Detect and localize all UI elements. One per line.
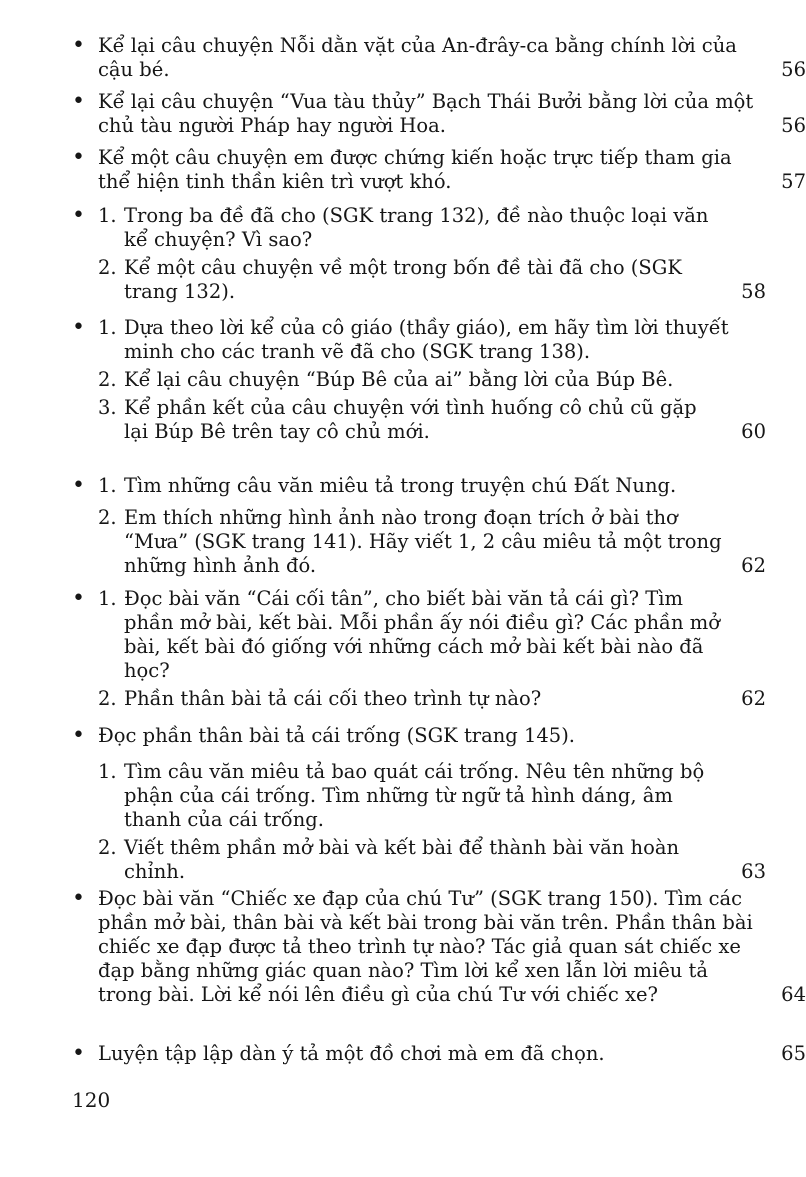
toc-entry (72, 316, 766, 444)
toc-entry (72, 724, 766, 884)
subitem-number: 1. (98, 316, 117, 339)
toc-entry (72, 474, 766, 578)
toc-subitem (98, 204, 766, 252)
subitem-text: Kể lại câu chuyện “Búp Bê của ai” bằng lời của Búp Bê. (124, 368, 674, 391)
bullet-icon: • (72, 89, 85, 114)
entry-text: Đọc bài văn “Chiếc xe đạp của chú Tư” (SGK trang 150). Tìm các phần mở bài, thân bài và kết bài trong bài văn trên. Phần thân bài chiếc xe đạp được tả theo trình tự nào? Tác giả quan sát chiếc xe đạp bằng những giác quan nào? Tìm lời kể xen lẫn lời miêu tả trong bài. Lời kể nói lên điều gì của chú Tư với chiếc xe? (98, 887, 753, 1006)
subitem-number: 1. (98, 204, 117, 227)
toc-subitem (98, 587, 766, 683)
subitem-text: Tìm những câu văn miêu tả trong truyện chú Đất Nung. (124, 474, 677, 497)
bullet-icon: • (72, 145, 85, 170)
subitem-text: Trong ba đề đã cho (SGK trang 132), đề nào thuộc loại văn kể chuyện? Vì sao? (124, 204, 709, 251)
toc-subitem (98, 396, 766, 444)
subitem-text: Dựa theo lời kể của cô giáo (thầy giáo), em hãy tìm lời thuyết minh cho các tranh vẽ đã cho (SGK trang 138). (124, 316, 729, 363)
subitem-number: 2. (98, 506, 117, 529)
entry-text: Kể một câu chuyện em được chứng kiến hoặc trực tiếp tham gia thể hiện tinh thần kiên trì vượt khó. (98, 146, 732, 193)
entry-page-number: 62 (741, 687, 766, 710)
subitem-number: 3. (98, 396, 117, 419)
bullet-icon: • (72, 203, 85, 228)
entry-page-number: 63 (741, 860, 766, 883)
entry-page-number: 64 (781, 983, 806, 1006)
toc-subitem (98, 316, 766, 364)
subitem-text: Viết thêm phần mở bài và kết bài để thành bài văn hoàn chỉnh. (124, 836, 680, 883)
entry-text: Kể lại câu chuyện “Vua tàu thủy” Bạch Thái Bưởi bằng lời của một chủ tàu người Pháp hay người Hoa. (98, 90, 754, 137)
subitem-text: Tìm câu văn miêu tả bao quát cái trống. Nêu tên những bộ phận của cái trống. Tìm những từ ngữ tả hình dáng, âm thanh của cái trống. (124, 760, 705, 831)
entry-page-number: 65 (781, 1042, 806, 1065)
toc-subitem (98, 368, 766, 392)
toc-entry (72, 34, 806, 82)
toc-entry (72, 146, 806, 194)
bullet-icon: • (72, 315, 85, 340)
subitem-number: 2. (98, 368, 117, 391)
footer-page-number: 120 (72, 1088, 111, 1112)
entry-page-number: 62 (741, 554, 766, 577)
toc-entry (72, 90, 806, 138)
subitem-text: Đọc bài văn “Cái cối tân”, cho biết bài văn tả cái gì? Tìm phần mở bài, kết bài. Mỗi phần ấy nói điều gì? Các phần mở bài, kết bài đó giống với những cách mở bài kết bài nào đã học? (124, 587, 720, 682)
toc-subitem (98, 506, 766, 578)
entry-page-number: 56 (781, 114, 806, 137)
bullet-icon: • (72, 723, 85, 748)
toc-entry (72, 1042, 806, 1066)
subitem-text: Em thích những hình ảnh nào trong đoạn trích ở bài thơ “Mưa” (SGK trang 141). Hãy viết 1, 2 câu miêu tả một trong những hình ảnh đó. (124, 506, 722, 577)
entry-page-number: 56 (781, 58, 806, 81)
subitem-number: 1. (98, 587, 117, 610)
entry-lead-text: Đọc phần thân bài tả cái trống (SGK trang 145). (98, 724, 575, 747)
toc-entry (72, 204, 766, 304)
toc-subitem (98, 256, 766, 304)
toc-entry (72, 887, 806, 1007)
subitem-number: 2. (98, 836, 117, 859)
entry-text: Kể lại câu chuyện Nỗi dằn vặt của An-đrây-ca bằng chính lời của cậu bé. (98, 34, 737, 81)
bullet-icon: • (72, 886, 85, 911)
subitem-number: 1. (98, 474, 117, 497)
bullet-icon: • (72, 586, 85, 611)
toc-entry (72, 587, 766, 711)
entry-text: Luyện tập lập dàn ý tả một đồ chơi mà em đã chọn. (98, 1042, 605, 1065)
bullet-icon: • (72, 473, 85, 498)
toc-subitem (98, 474, 766, 498)
bullet-icon: • (72, 1041, 85, 1066)
entry-page-number: 57 (781, 170, 806, 193)
subitem-number: 2. (98, 687, 117, 710)
entry-page-number: 60 (741, 420, 766, 443)
subitem-text: Kể phần kết của câu chuyện với tình huống cô chủ cũ gặp lại Búp Bê trên tay cô chủ mới. (124, 396, 697, 443)
toc-subitem (98, 836, 766, 884)
subitem-text: Kể một câu chuyện về một trong bốn đề tài đã cho (SGK trang 132). (124, 256, 682, 303)
subitem-text: Phần thân bài tả cái cối theo trình tự nào? (124, 687, 542, 710)
bullet-icon: • (72, 33, 85, 58)
subitem-number: 2. (98, 256, 117, 279)
toc-subitem (98, 760, 766, 832)
toc-subitem (98, 687, 766, 711)
entry-page-number: 58 (741, 280, 766, 303)
subitem-number: 1. (98, 760, 117, 783)
